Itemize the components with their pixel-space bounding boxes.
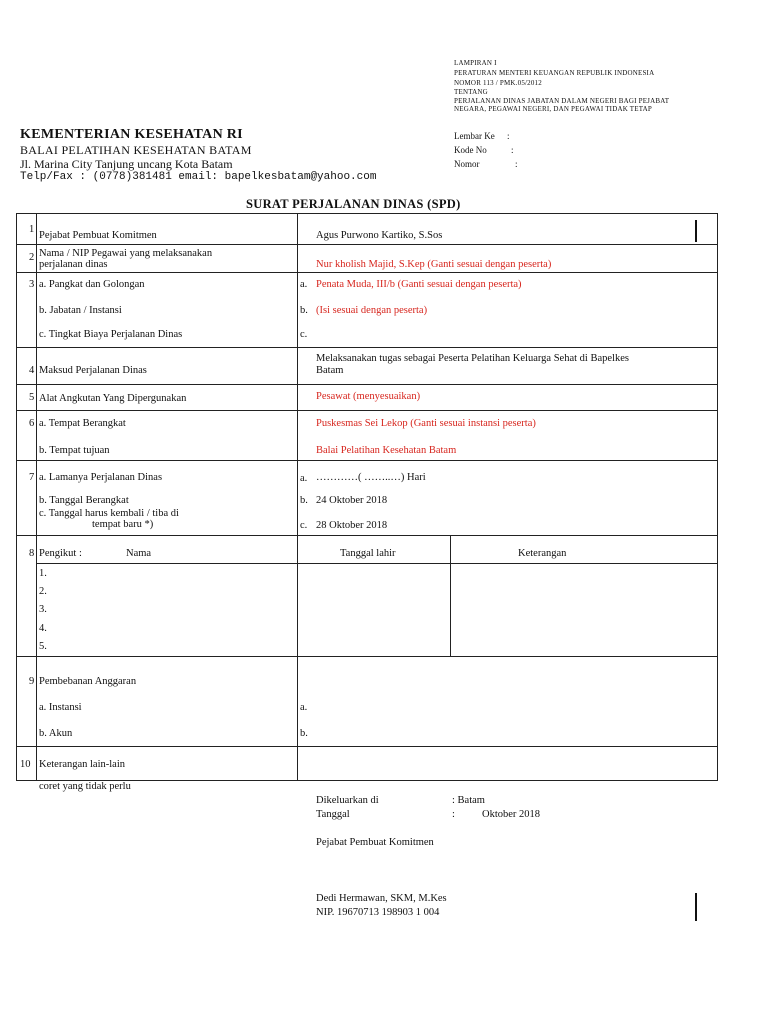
tanggal-value: Oktober 2018 — [482, 809, 541, 820]
lembar-label: Lembar Ke — [454, 131, 495, 141]
row8-label: Pengikut : — [39, 548, 82, 559]
row3-value-a: Penata Muda, III/b (Ganti sesuai dengan peserta) — [316, 279, 522, 290]
row10-number: 10 — [20, 759, 31, 770]
row6-number: 6 — [29, 418, 35, 429]
row9-number: 9 — [29, 676, 35, 687]
row3-label-c: c. Tingkat Biaya Perjalanan Dinas — [39, 329, 183, 340]
tanggal-label: Tanggal — [316, 809, 350, 820]
row1-value: Agus Purwono Kartiko, S.Sos — [316, 230, 443, 241]
row2-label-line1: Nama / NIP Pegawai yang melaksanakan — [39, 248, 213, 259]
row5-number: 5 — [29, 392, 35, 403]
lampiran-line1: LAMPIRAN I — [454, 59, 497, 67]
nomor-label: Nomor — [454, 159, 480, 169]
row6-value-a: Puskesmas Sei Lekop (Ganti sesuai instansi peserta) — [316, 418, 536, 429]
lembar-value: : — [507, 131, 510, 141]
pengikut-item: 2. — [39, 586, 47, 597]
row5-label: Alat Angkutan Yang Dipergunakan — [39, 393, 187, 404]
footnote: coret yang tidak perlu — [39, 781, 131, 792]
ministry-name: KEMENTERIAN KESEHATAN RI — [20, 127, 243, 142]
lampiran-line3: NOMOR 113 / PMK.05/2012 — [454, 79, 542, 87]
row7-label-a: a. Lamanya Perjalanan Dinas — [39, 472, 163, 483]
row7-marker-c: c. — [300, 520, 308, 531]
lampiran-line6: NEGARA, PEGAWAI NEGERI, DAN PEGAWAI TIDAK TETAP — [454, 105, 652, 113]
institution-name: BALAI PELATIHAN KESEHATAN BATAM — [20, 143, 252, 157]
row4-label: Maksud Perjalanan Dinas — [39, 365, 147, 376]
row3-number: 3 — [29, 279, 35, 290]
row9-label-a: a. Instansi — [39, 702, 82, 713]
row7-label-c2: tempat baru *) — [92, 519, 154, 530]
institution-contact: Telp/Fax : (0778)381481 email: bapelkesbatam@yahoo.com — [20, 171, 377, 183]
row7-value-c: 28 Oktober 2018 — [316, 520, 388, 531]
row8-col-keterangan: Keterangan — [518, 548, 567, 559]
row3-label-b: b. Jabatan / Instansi — [39, 305, 122, 316]
row8-col-tanggal: Tanggal lahir — [340, 548, 396, 559]
row1-number: 1 — [29, 224, 35, 235]
pengikut-item: 1. — [39, 568, 47, 579]
row9-marker-a: a. — [300, 702, 308, 713]
row3-marker-b: b. — [300, 305, 308, 316]
row7-label-c1: c. Tanggal harus kembali / tiba di — [39, 508, 179, 519]
pengikut-item: 5. — [39, 641, 47, 652]
dikeluarkan-label: Dikeluarkan di — [316, 795, 379, 806]
row8-number: 8 — [29, 548, 35, 559]
row7-marker-a: a. — [300, 473, 308, 484]
row9-label-b: b. Akun — [39, 728, 73, 739]
row10-label: Keterangan lain-lain — [39, 759, 125, 770]
margin-bar — [695, 893, 697, 921]
row3-label-a: a. Pangkat dan Golongan — [39, 279, 145, 290]
row7-value-a: …………( ……..…) Hari — [316, 472, 426, 483]
row6-label-a: a. Tempat Berangkat — [39, 418, 126, 429]
row6-label-b: b. Tempat tujuan — [39, 445, 110, 456]
lampiran-line5: PERJALANAN DINAS JABATAN DALAM NEGERI BAGI PEJABAT — [454, 97, 670, 105]
row4-number: 4 — [29, 365, 35, 376]
row2-value: Nur kholish Majid, S.Kep (Ganti sesuai dengan peserta) — [316, 259, 552, 270]
pengikut-item: 3. — [39, 604, 47, 615]
document-title: SURAT PERJALANAN DINAS (SPD) — [246, 197, 461, 211]
row4-value-line1: Melaksanakan tugas sebagai Peserta Pelatihan Keluarga Sehat di Bapelkes — [316, 353, 629, 364]
row9-marker-b: b. — [300, 728, 308, 739]
row6-value-b: Balai Pelatihan Kesehatan Batam — [316, 445, 457, 456]
kode-label: Kode No — [454, 145, 487, 155]
signatory-nip: NIP. 19670713 198903 1 004 — [316, 907, 440, 918]
row3-marker-c: c. — [300, 329, 308, 340]
signatory-title: Pejabat Pembuat Komitmen — [316, 837, 434, 848]
row3-value-b: (Isi sesuai dengan peserta) — [316, 305, 428, 316]
institution-address: Jl. Marina City Tanjung uncang Kota Batam — [20, 157, 233, 171]
pengikut-item: 4. — [39, 623, 47, 634]
row2-number: 2 — [29, 252, 35, 263]
row2-label-line2: perjalanan dinas — [39, 259, 108, 270]
row9-label: Pembebanan Anggaran — [39, 676, 137, 687]
row4-value-line2: Batam — [316, 365, 344, 376]
row7-label-b: b. Tanggal Berangkat — [39, 495, 129, 506]
dikeluarkan-value: : Batam — [452, 795, 485, 806]
row7-number: 7 — [29, 472, 35, 483]
row1-label: Pejabat Pembuat Komitmen — [39, 230, 157, 241]
tanggal-separator: : — [452, 809, 455, 820]
nomor-value: : — [515, 159, 518, 169]
lampiran-line4: TENTANG — [454, 88, 488, 96]
signatory-name: Dedi Hermawan, SKM, M.Kes — [316, 893, 447, 904]
row7-value-b: 24 Oktober 2018 — [316, 495, 388, 506]
lampiran-line2: PERATURAN MENTERI KEUANGAN REPUBLIK INDONESIA — [454, 69, 655, 77]
row7-marker-b: b. — [300, 495, 308, 506]
kode-value: : — [511, 145, 514, 155]
row3-marker-a: a. — [300, 279, 308, 290]
row8-col-nama: Nama — [126, 548, 152, 559]
row5-value: Pesawat (menyesuaikan) — [316, 391, 421, 402]
